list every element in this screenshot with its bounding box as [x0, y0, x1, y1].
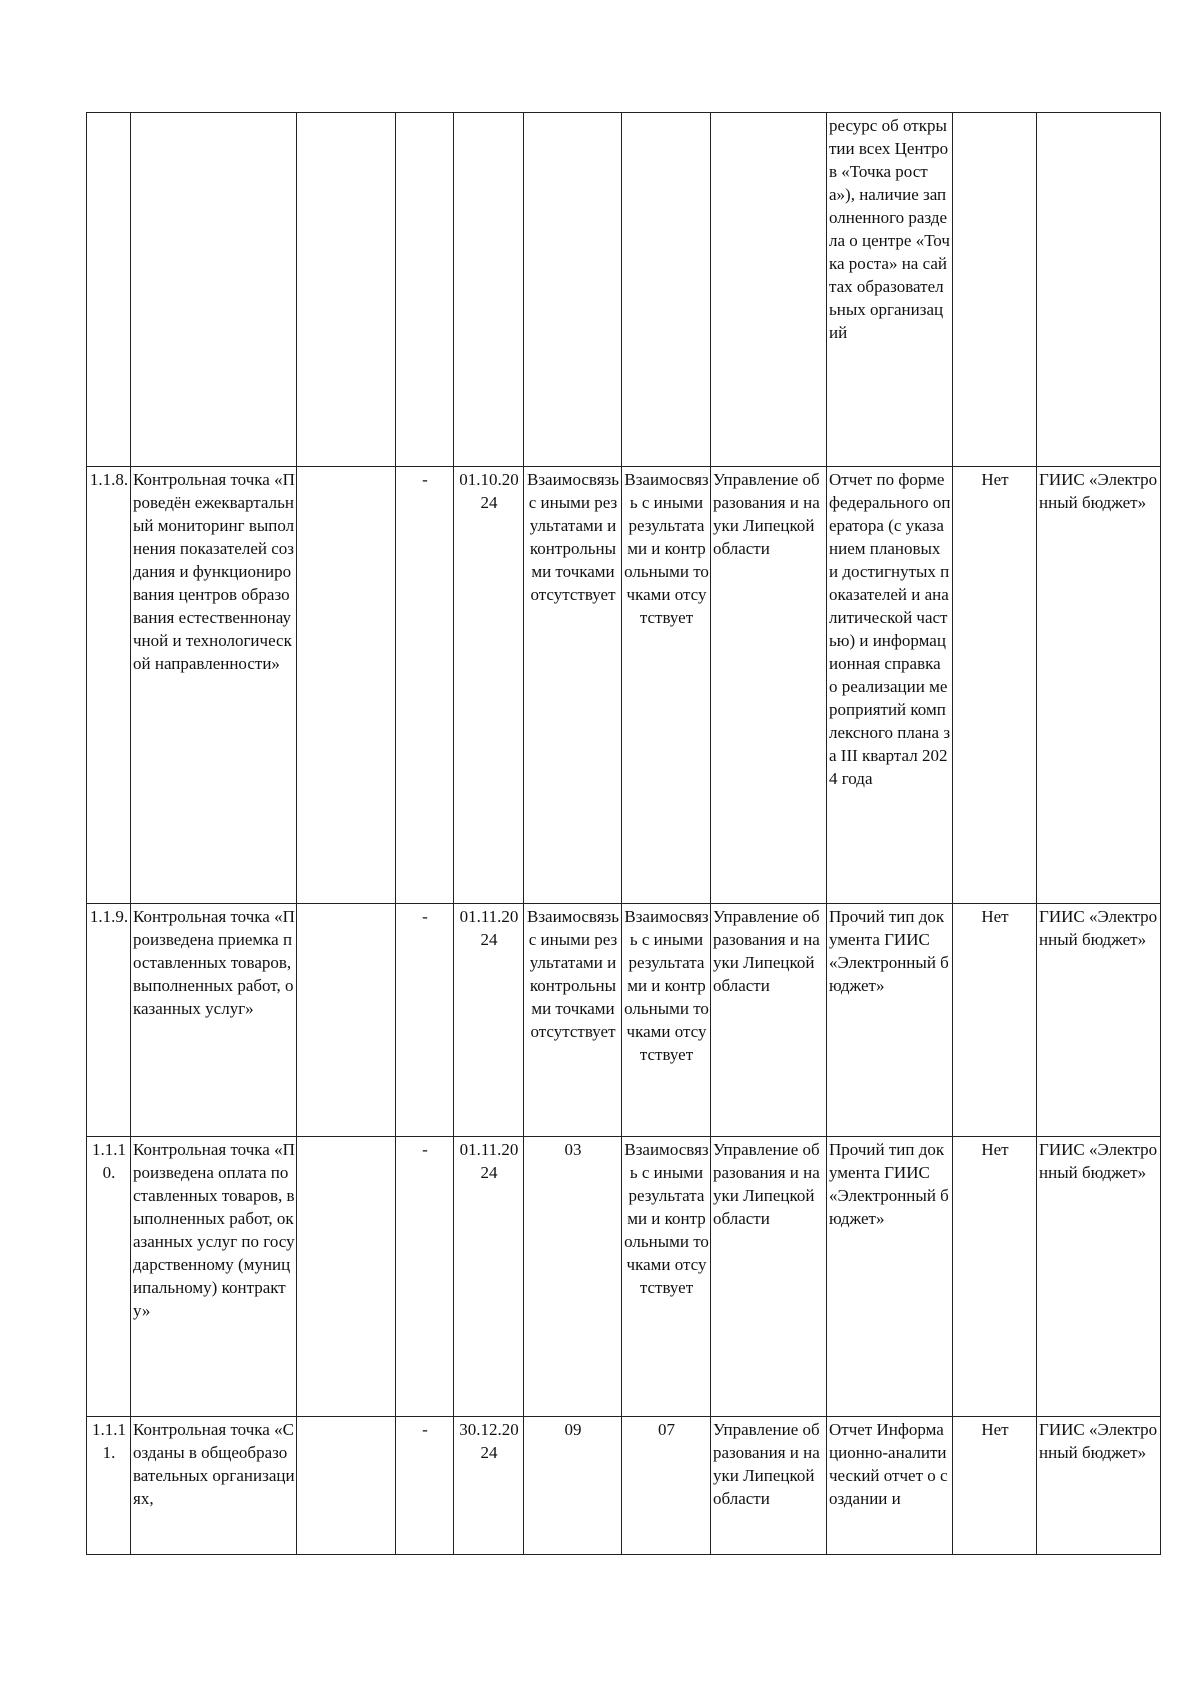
flag-cell [953, 904, 1037, 1137]
flag-cell-text: Нет [981, 907, 1009, 926]
information-system-cell [1037, 467, 1161, 904]
flag-cell-text: Нет [981, 470, 1009, 489]
information-system-cell [1037, 113, 1161, 467]
responsible-cell-text: Управление образования и науки Липецкой области [713, 1140, 820, 1228]
date-cell-text: 30.12.2024 [459, 1420, 519, 1462]
row-number-text: 1.1.8. [89, 470, 129, 489]
information-system-cell-text: ГИИС «Электронный бюджет» [1039, 1140, 1158, 1182]
responsible-cell [711, 467, 827, 904]
row-number [87, 1137, 131, 1417]
flag-cell [953, 1417, 1037, 1555]
flag-cell [953, 113, 1037, 467]
responsible-cell [711, 1417, 827, 1555]
control-point-name [131, 467, 297, 904]
responsible-cell-text: Управление образования и науки Липецкой области [713, 470, 820, 558]
row-number-text: 1.1.11. [92, 1420, 126, 1462]
control-point-name [131, 1137, 297, 1417]
flag-cell-text: Нет [981, 1140, 1009, 1159]
relation-previous-cell [524, 467, 622, 904]
relation-previous-cell-text: 03 [564, 1140, 582, 1159]
control-point-name-text: Контрольная точка «Проведён ежеквартальный мониторинг выполнения показателей создания и функционирования центров образования естественнонаучной и технологической направленности» [133, 470, 295, 673]
date-cell-text: 01.11.2024 [459, 907, 519, 949]
relation-next-cell-text: Взаимосвязь с иными результатами и контрольными точками отсутствует [624, 470, 709, 627]
relation-next-cell [622, 1137, 711, 1417]
responsible-cell [711, 904, 827, 1137]
document-type-cell-text: Отчет по форме федерального оператора (с указанием плановых и достигнутых показателей и аналитической частью) и информационная справка о реализации мероприятий комплексного плана за III квартал 2024 года [829, 470, 951, 788]
responsible-cell-text: Управление образования и науки Липецкой области [713, 907, 820, 995]
responsible-cell-text: Управление образования и науки Липецкой области [713, 1420, 820, 1508]
row-number [87, 904, 131, 1137]
control-point-name-text: Контрольная точка «Произведена приемка поставленных товаров, выполненных работ, оказанных услуг» [133, 907, 295, 1018]
relation-next-cell-text: Взаимосвязь с иными результатами и контрольными точками отсутствует [624, 907, 709, 1064]
date-cell [454, 113, 524, 467]
relation-next-cell [622, 113, 711, 467]
dash-cell [396, 1417, 454, 1555]
information-system-cell-text: ГИИС «Электронный бюджет» [1039, 1420, 1158, 1462]
dash-cell-text: - [422, 907, 428, 926]
empty-cell [297, 1417, 396, 1555]
document-table [86, 112, 1161, 1555]
document-type-cell [827, 467, 953, 904]
relation-previous-cell [524, 1137, 622, 1417]
row-number-text: 1.1.9. [89, 907, 129, 926]
document-type-cell [827, 113, 953, 467]
empty-cell [297, 1137, 396, 1417]
relation-next-cell-text: 07 [658, 1420, 675, 1439]
information-system-cell-text: ГИИС «Электронный бюджет» [1039, 907, 1158, 949]
relation-previous-cell-text: Взаимосвязь с иными результатами и контрольными точками отсутствует [526, 470, 619, 604]
row-number-text: 1.1.10. [92, 1140, 126, 1182]
row-number [87, 1417, 131, 1555]
date-cell [454, 1137, 524, 1417]
dash-cell-text: - [422, 470, 428, 489]
table-row [87, 467, 1161, 904]
relation-previous-cell [524, 113, 622, 467]
information-system-cell-text: ГИИС «Электронный бюджет» [1039, 470, 1158, 512]
date-cell-text: 01.10.2024 [459, 470, 519, 512]
table-row [87, 113, 1161, 467]
document-type-cell [827, 904, 953, 1137]
relation-next-cell [622, 1417, 711, 1555]
flag-cell [953, 1137, 1037, 1417]
information-system-cell [1037, 1417, 1161, 1555]
relation-next-cell [622, 904, 711, 1137]
relation-next-cell-text: Взаимосвязь с иными результатами и контрольными точками отсутствует [624, 1140, 709, 1297]
document-type-cell-text: Прочий тип документа ГИИС «Электронный бюджет» [829, 907, 949, 995]
table-row [87, 904, 1161, 1137]
information-system-cell [1037, 904, 1161, 1137]
table-row [87, 1417, 1161, 1555]
relation-previous-cell [524, 1417, 622, 1555]
empty-cell [297, 467, 396, 904]
relation-previous-cell [524, 904, 622, 1137]
dash-cell [396, 904, 454, 1137]
responsible-cell [711, 1137, 827, 1417]
document-type-cell-text: Отчет Информационно-аналитический отчет о создании и [829, 1420, 948, 1508]
control-point-name-text: Контрольная точка «Созданы в общеобразовательных организациях, [133, 1420, 295, 1508]
date-cell [454, 1417, 524, 1555]
document-type-cell [827, 1137, 953, 1417]
empty-cell [297, 904, 396, 1137]
row-number [87, 113, 131, 467]
relation-previous-cell-text: Взаимосвязь с иными результатами и контрольными точками отсутствует [526, 907, 619, 1041]
row-number [87, 467, 131, 904]
dash-cell [396, 1137, 454, 1417]
dash-cell-text: - [422, 1420, 428, 1439]
control-point-name [131, 904, 297, 1137]
dash-cell-text: - [422, 1140, 428, 1159]
date-cell [454, 467, 524, 904]
control-point-name-text: Контрольная точка «Произведена оплата поставленных товаров, выполненных работ, оказанных услуг по государственному (муниципальному) контракту» [133, 1140, 295, 1320]
document-type-cell-text: Прочий тип документа ГИИС «Электронный бюджет» [829, 1140, 949, 1228]
information-system-cell [1037, 1137, 1161, 1417]
relation-previous-cell-text: 09 [564, 1420, 582, 1439]
responsible-cell [711, 113, 827, 467]
document-type-cell-text: ресурс об открытии всех Центров «Точка роста»), наличие заполненного раздела о центре «Точка роста» на сайтах образовательных организаций [829, 116, 950, 342]
date-cell-text: 01.11.2024 [459, 1140, 519, 1182]
flag-cell-text: Нет [981, 1420, 1009, 1439]
dash-cell [396, 467, 454, 904]
control-point-name [131, 1417, 297, 1555]
date-cell [454, 904, 524, 1137]
flag-cell [953, 467, 1037, 904]
table-row [87, 1137, 1161, 1417]
empty-cell [297, 113, 396, 467]
dash-cell [396, 113, 454, 467]
relation-next-cell [622, 467, 711, 904]
document-type-cell [827, 1417, 953, 1555]
control-point-name [131, 113, 297, 467]
